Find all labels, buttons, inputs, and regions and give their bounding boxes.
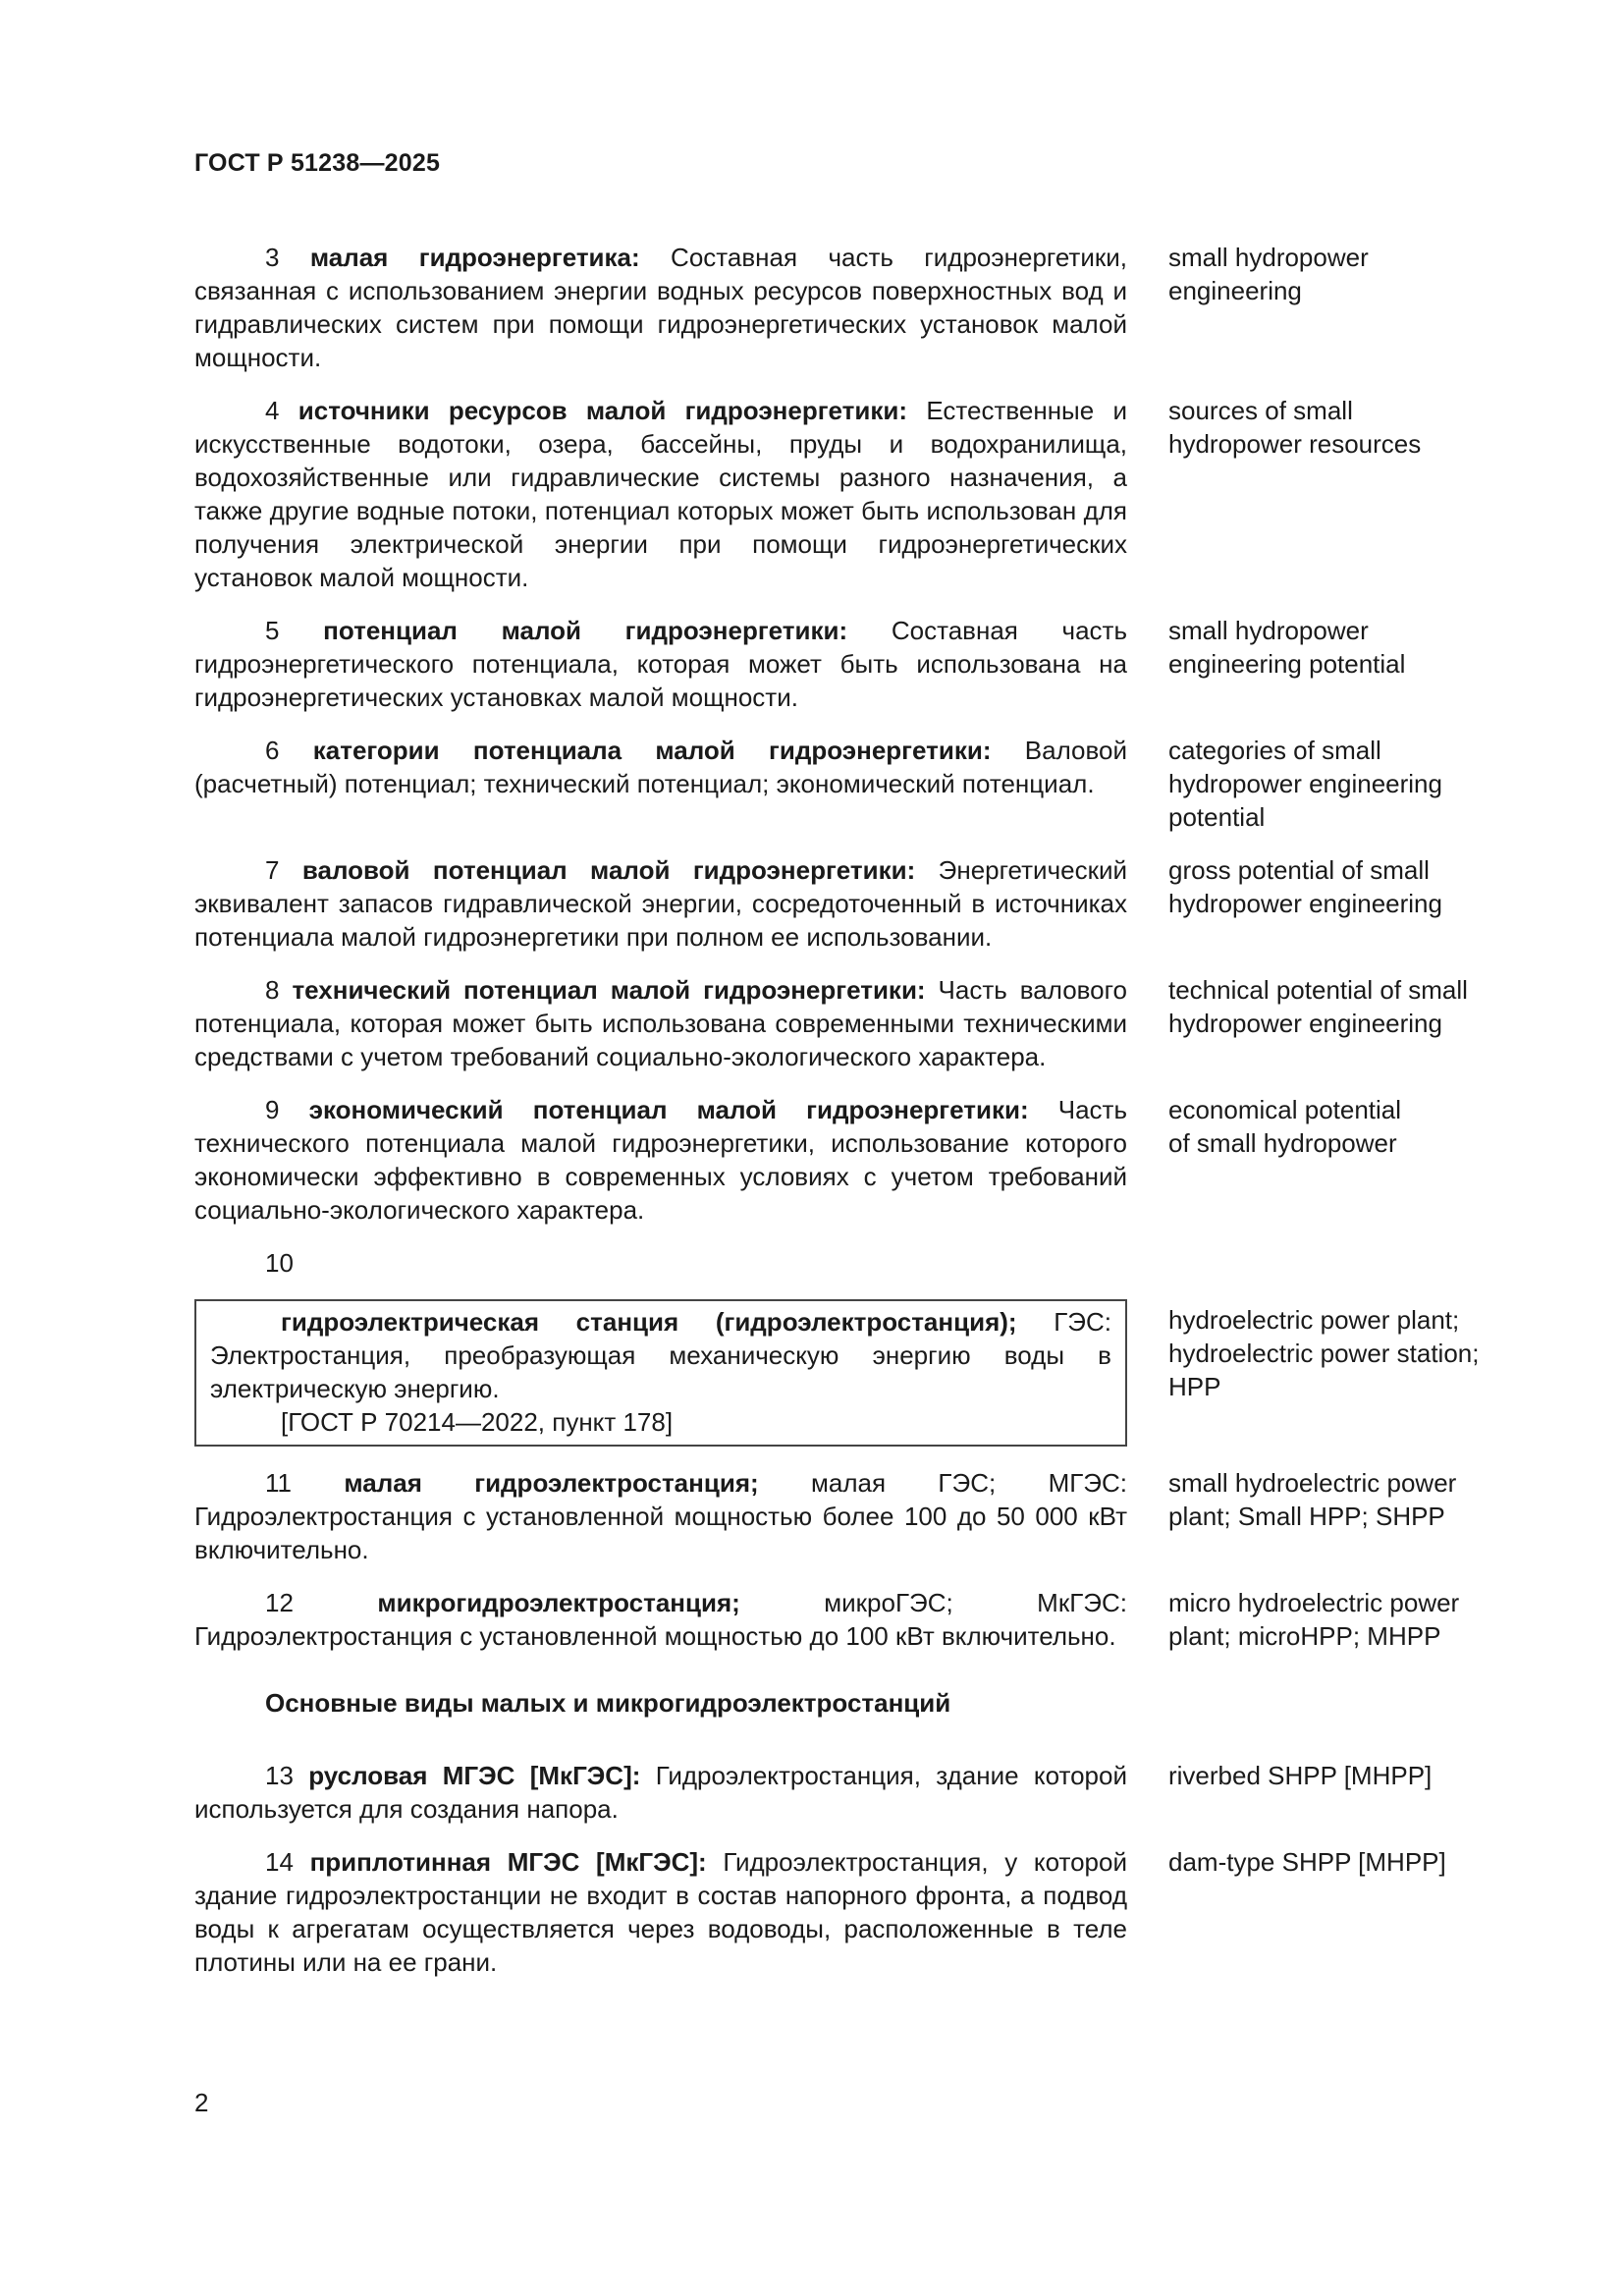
term-entry <box>194 1093 1510 1227</box>
section-heading: Основные виды малых и микрогидроэлектростанций <box>265 1688 951 1718</box>
term-title: русловая МГЭС [МкГЭС]: <box>308 1761 641 1790</box>
term-number: 3 <box>265 243 280 272</box>
term-number: 12 <box>265 1588 294 1617</box>
term-definition-text: Часть валового потенциала, которая может быть использована современными техническими средствами с учетом требований социально-экологического характера. <box>194 975 1128 1071</box>
standard-header: ГОСТ Р 51238—2025 <box>194 149 441 177</box>
term-definition-text: микроГЭС; МкГЭС: Гидроэлектростанция с установленной мощностью до 100 кВт включительно. <box>194 1588 1127 1651</box>
term-definition-ru <box>194 734 1127 800</box>
term-entry <box>194 853 1510 954</box>
term-definition-ru <box>194 1093 1127 1227</box>
term-entry <box>194 1586 1510 1653</box>
term-title: потенциал малой гидроэнергетики: <box>323 616 848 645</box>
term-english: hydroelectric power plant; hydroelectric power station; HPP <box>1168 1305 1480 1401</box>
term-entry <box>194 394 1510 594</box>
term-entry <box>194 241 1510 374</box>
term-entry <box>194 1845 1510 1979</box>
term-number: 8 <box>265 975 280 1005</box>
term-definition-text: малая ГЭС; МГЭС: Гидроэлектростанция с установленной мощностью более 100 до 50 000 кВт включительно. <box>194 1468 1127 1564</box>
term-definition-ru <box>194 973 1127 1073</box>
term-entry <box>194 1466 1510 1566</box>
term-definition-ru <box>194 853 1127 954</box>
term-english: small hydropower engineering potential <box>1168 616 1406 679</box>
page-number: 2 <box>194 2088 209 2117</box>
term-entry <box>194 734 1510 834</box>
term-title: источники ресурсов малой гидроэнергетики: <box>298 396 908 425</box>
term-definition-ru <box>210 1305 1111 1405</box>
term-title: технический потенциал малой гидроэнергетики: <box>292 975 926 1005</box>
term-definition-ru <box>194 1466 1127 1566</box>
term-number: 5 <box>265 616 280 645</box>
term-english: technical potential of small hydropower engineering <box>1168 975 1468 1038</box>
term-number: 4 <box>265 396 280 425</box>
term-number: 13 <box>265 1761 294 1790</box>
term-title: категории потенциала малой гидроэнергетики: <box>312 736 992 765</box>
term-definition-ru <box>194 394 1127 594</box>
term-title: малая гидроэнергетика: <box>309 243 640 272</box>
term-definition-text: Валовой (расчетный) потенциал; технический потенциал; экономический потенциал. <box>194 736 1127 798</box>
term-english: sources of small hydropower resources <box>1168 396 1422 459</box>
term-number: 6 <box>265 736 280 765</box>
term-entry <box>194 973 1510 1073</box>
term-number: 10 <box>265 1248 294 1278</box>
term-number: 14 <box>265 1847 294 1877</box>
term-english: micro hydroelectric power plant; microHPP; MHPP <box>1168 1588 1460 1651</box>
term-definition-text: Составная часть гидроэнергетики, связанная с использованием энергии водных ресурсов поверхностных вод и гидравлических систем при помощи гидроэнергетических установок малой мощности. <box>194 243 1127 372</box>
terms-list <box>194 241 1510 1998</box>
term-english: categories of small hydropower engineering potential <box>1168 736 1442 832</box>
term-definition-ru <box>194 1586 1127 1653</box>
term-title: малая гидроэлектростанция; <box>344 1468 759 1498</box>
term-definition-text: Часть технического потенциала малой гидроэнергетики, использование которого экономически эффективно в современных условиях с учетом требований социально-экологического характера. <box>194 1095 1127 1225</box>
term-title: гидроэлектрическая станция (гидроэлектростанция); <box>281 1307 1017 1337</box>
term-title: приплотинная МГЭС [МкГЭС]: <box>309 1847 707 1877</box>
term-definition-ru <box>194 614 1127 714</box>
term-definition-text: ГЭС: Электростанция, преобразующая механическую энергию воды в электрическую энергию. <box>210 1307 1111 1403</box>
term-definition-box <box>194 1299 1127 1447</box>
term-reference: [ГОСТ Р 70214—2022, пункт 178] <box>281 1407 674 1437</box>
term-number: 7 <box>265 855 280 885</box>
term-entry-boxed <box>194 1299 1510 1447</box>
term-definition-text: Составная часть гидроэнергетического потенциала, которая может быть использована на гидроэнергетических установках малой мощности. <box>194 616 1127 712</box>
term-english: small hydropower engineering <box>1168 243 1369 305</box>
term-title: экономический потенциал малой гидроэнергетики: <box>308 1095 1029 1124</box>
term-title: микрогидроэлектростанция; <box>377 1588 740 1617</box>
term-number: 11 <box>265 1468 292 1498</box>
term-title: валовой потенциал малой гидроэнергетики: <box>301 855 916 885</box>
term-english: dam-type SHPP [MHPP] <box>1168 1847 1446 1877</box>
term-english: economical potential of small hydropower <box>1168 1095 1402 1158</box>
term-english: small hydroelectric power plant; Small HPP; SHPP <box>1168 1468 1457 1531</box>
term-definition-ru <box>194 1845 1127 1979</box>
term-entry <box>194 614 1510 714</box>
term-number: 9 <box>265 1095 280 1124</box>
term-definition-text: Энергетический эквивалент запасов гидравлической энергии, сосредоточенный в источниках потенциала малой гидроэнергетики при полном ее использовании. <box>194 855 1127 952</box>
term-definition-ru <box>194 241 1127 374</box>
term-english: riverbed SHPP [MHPP] <box>1168 1761 1433 1790</box>
term-definition-text: Гидроэлектростанция, здание которой используется для создания напора. <box>194 1761 1128 1824</box>
term-entry <box>194 1759 1510 1826</box>
term-definition-text: Гидроэлектростанция, у которой здание гидроэлектростанции не входит в состав напорного фронта, а подвод воды к агрегатам осуществляется через водоводы, расположенные в теле плотины или на ее грани. <box>194 1847 1127 1977</box>
term-definition-ru <box>194 1759 1127 1826</box>
term-definition-text: Естественные и искусственные водотоки, озера, бассейны, пруды и водохранилища, водохозяйственные или гидравлические системы разного назначения, а также другие водные потоки, потенциал которых может быть использован для получения электрической энергии при помощи гидроэнергетических установок малой мощности. <box>194 396 1127 592</box>
term-english: gross potential of small hydropower engineering <box>1168 855 1442 918</box>
